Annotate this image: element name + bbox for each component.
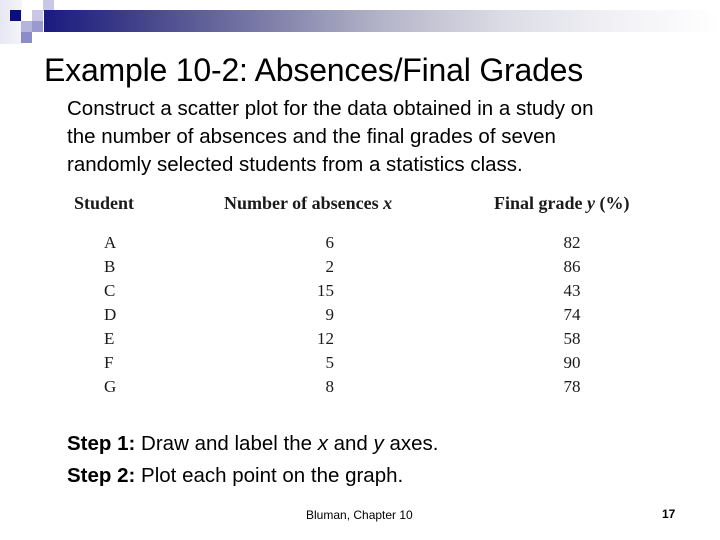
table-row	[74, 351, 634, 375]
cell-absences: 9	[325, 305, 334, 324]
cell-absences: 8	[325, 377, 334, 396]
step-1	[67, 428, 439, 460]
cell-student: E	[104, 329, 115, 348]
cell-grade: 43	[563, 281, 581, 300]
table-row	[74, 327, 634, 351]
intro-line: the number of absences and the final grades of seven	[67, 125, 556, 148]
intro-paragraph	[67, 95, 707, 179]
header-decoration-square	[32, 10, 43, 21]
cell-student: B	[104, 257, 116, 276]
column-header-grade-text: Final grade	[494, 193, 587, 213]
table-row	[74, 279, 634, 303]
column-header-absences	[224, 193, 392, 214]
variable-y: y	[587, 193, 595, 213]
cell-absences: 2	[325, 257, 334, 276]
slide-title: Example 10-2: Absences/Final Grades	[44, 52, 584, 88]
cell-grade: 86	[563, 257, 581, 276]
cell-absences: 15	[317, 281, 334, 300]
cell-grade: 90	[563, 353, 581, 372]
cell-student: A	[104, 233, 117, 252]
header-decoration-square	[21, 21, 32, 32]
cell-student: C	[104, 281, 116, 300]
header-decoration-square	[32, 21, 43, 32]
step-text: axes.	[383, 432, 439, 455]
intro-line: randomly selected students from a statistics class.	[67, 153, 523, 176]
variable-x: x	[383, 193, 393, 213]
cell-student: G	[104, 377, 117, 396]
table-row	[74, 375, 634, 399]
header-gradient-bar	[44, 10, 720, 32]
step-label: Step 2:	[67, 464, 136, 487]
column-header-student: Student	[74, 193, 135, 213]
column-header-grade-unit: (%)	[595, 193, 630, 213]
page-number: 17	[662, 507, 676, 521]
step-text: and	[327, 432, 374, 455]
cell-absences: 12	[317, 329, 334, 348]
intro-line: Construct a scatter plot for the data obtained in a study on	[67, 97, 594, 120]
table-row	[74, 255, 634, 279]
column-header-absences-text: Number of absences	[224, 193, 384, 213]
variable-y: y	[373, 432, 384, 455]
cell-absences: 5	[325, 353, 334, 372]
column-header-grade	[494, 193, 630, 214]
step-label: Step 1:	[67, 432, 136, 455]
header-decoration-square	[10, 10, 21, 21]
cell-absences: 6	[325, 233, 334, 252]
table-row	[74, 231, 634, 255]
cell-grade: 82	[563, 233, 581, 252]
cell-grade: 78	[563, 377, 581, 396]
step-text: Draw and label the	[135, 432, 318, 455]
cell-grade: 58	[563, 329, 581, 348]
step-2	[67, 460, 439, 492]
cell-student: D	[104, 305, 117, 324]
footer-source: Bluman, Chapter 10	[306, 508, 413, 522]
cell-student: F	[104, 353, 114, 372]
cell-grade: 74	[563, 305, 581, 324]
steps-list	[67, 428, 439, 492]
step-text: Plot each point on the graph.	[135, 464, 404, 487]
header-decoration-background	[0, 0, 22, 44]
variable-x: x	[317, 432, 328, 455]
header-decoration-square	[21, 32, 32, 43]
table-row	[74, 303, 634, 327]
